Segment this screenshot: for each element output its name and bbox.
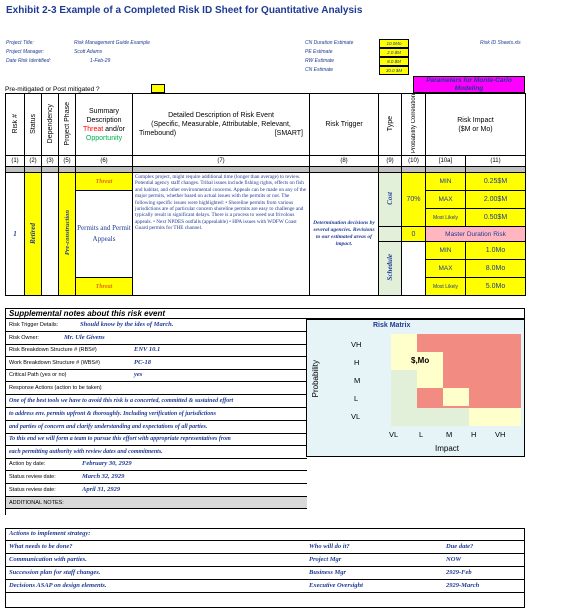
rw-value: 8.0 $M [379, 57, 409, 66]
col-trigger: Risk Trigger [310, 94, 379, 156]
additional-notes-label: ADDITIONAL NOTES: [9, 500, 64, 506]
col-due: Due date? [446, 543, 474, 550]
cost-ml-value[interactable]: 0.50$M [466, 209, 526, 227]
project-manager-value: Scott Adams [74, 49, 103, 55]
impl-row-2-what[interactable]: Succession plan for staff changes. [9, 569, 101, 576]
col-impact: Risk Impact ($M or Mo) [426, 94, 526, 156]
implementation-section [5, 528, 525, 608]
wbs-label: Work Breakdown Structure # (WBS#) [9, 360, 100, 366]
impl-row-1-who[interactable]: Project Mgr [309, 556, 342, 563]
cn-label: CN Estimate [305, 67, 334, 73]
supplemental-header-box [5, 308, 525, 319]
impl-row-2-due[interactable]: 2929-Feb [446, 569, 472, 576]
review2-label: Status review date: [9, 487, 56, 493]
review1-label: Status review date: [9, 474, 56, 480]
critical-path-value[interactable]: yes [134, 371, 143, 378]
date-identified-label: Date Risk Identified: [6, 58, 51, 64]
probability-cost[interactable]: 70% [402, 173, 426, 227]
impl-row-3-due[interactable]: 2929-March [446, 582, 480, 589]
impl-row-3-what[interactable]: Decisions ASAP on design elements. [9, 582, 107, 589]
owner-value[interactable]: Mr. Ule Givens [64, 334, 105, 341]
col-what: What needs to be done? [9, 543, 73, 550]
matrix-grid [391, 334, 521, 426]
threat-bottom[interactable]: Threat [76, 278, 133, 296]
y-tick-vh: VH [351, 340, 362, 349]
trigger-details-value[interactable]: Should know by the ides of March. [80, 321, 174, 328]
date-identified-value: 1-Feb-29 [90, 58, 111, 64]
phase-cell[interactable]: Pre-construction [59, 173, 76, 296]
file-name: Risk ID Sheets.xls [480, 40, 521, 46]
sch-min-label: MIN [426, 242, 466, 260]
cost-min-label: MIN [426, 173, 466, 191]
response-line-2: to address env. permits upfront & thoroughly. Including verification of jurisdictions [9, 411, 216, 417]
y-tick-vl: VL [351, 412, 361, 421]
y-tick-h: H [354, 358, 360, 367]
action-by-value[interactable]: February 30, 2929 [82, 460, 132, 467]
review1-value[interactable]: March 32, 2929 [82, 473, 125, 480]
sch-ml-label: Most Likely [426, 278, 466, 296]
page-title: Exhibit 2-3 Example of a Completed Risk ID Sheet for Quantitative Analysis [6, 5, 363, 16]
rw-label: RW Estimate [305, 58, 335, 64]
summary-cell: Permits and Permit Appeals [76, 191, 133, 278]
implementation-heading: Actions to implement strategy: [9, 530, 91, 537]
sch-ml-value[interactable]: 5.0Mo [466, 278, 526, 296]
x-tick-vh: VH [495, 430, 506, 439]
cost-max-label: MAX [426, 191, 466, 209]
response-line-4: To this end we will form a team to pursue this effort with appropriate representatives from [9, 436, 231, 442]
trigger-details-label: Risk Trigger Details: [9, 322, 59, 328]
cn-duration-value: 10.0Mo [379, 39, 409, 48]
project-manager-label: Project Manager: [6, 49, 45, 55]
cost-ml-label: Most Likely [426, 209, 466, 227]
project-title-label: Project Title: [6, 40, 34, 46]
col-probability: Probability Correlation [402, 94, 426, 156]
critical-path-label: Critical Path (yes or no) [9, 372, 67, 378]
status-cell[interactable]: Retired [25, 173, 42, 296]
trigger-cell: Determination decisions by several agencies. Revisions to our estimated areas of impact. [310, 173, 379, 296]
type-schedule[interactable]: Schedule [379, 242, 402, 296]
probability-blank [402, 242, 426, 296]
impl-row-1-due[interactable]: NOW [446, 556, 462, 563]
type-cost[interactable]: Cost [379, 173, 402, 227]
cn-value: 30.0 $M [379, 66, 409, 75]
project-title-value: Risk Management Guide Example [74, 40, 150, 46]
response-line-3: and parties of concern and clarify understanding and expectations of all parties. [9, 424, 208, 430]
y-tick-m: M [354, 376, 361, 385]
x-tick-h: H [471, 430, 477, 439]
col-number-row: (1) (2) (3) (5) (6) (7) (8) (9) (10) [10a] (11) [6, 156, 526, 167]
col-status: Status [25, 94, 42, 156]
master-duration[interactable]: Master Duration Risk [426, 227, 526, 242]
col-type: Type [379, 94, 402, 156]
probability-schedule[interactable]: 0 [402, 227, 426, 242]
pe-label: PE Estimate [305, 49, 333, 55]
wbs-value[interactable]: PC-18 [134, 359, 151, 366]
col-who: Who will do it? [309, 543, 350, 550]
additional-notes-bar [6, 497, 307, 508]
owner-label: Risk Owner: [9, 335, 39, 341]
y-tick-l: L [354, 394, 359, 403]
matrix-title: Risk Matrix [373, 322, 411, 329]
col-risk-num: Risk # [6, 94, 25, 156]
impl-row-2-who[interactable]: Business Mgr [309, 569, 347, 576]
matrix-marker: $,Mo [411, 356, 430, 365]
risk-table [5, 93, 526, 296]
pe-value: 2.0 $M [379, 48, 409, 57]
rbs-value[interactable]: ENV 10.1 [134, 346, 161, 353]
type-spacer [379, 227, 402, 242]
col-detail: Detailed Description of Risk Event (Specific, Measurable, Attributable, Relevant, Timebound) [SMART] [133, 94, 310, 156]
col-summary: Summary Description Threat and/or Opportunity [76, 94, 133, 156]
pre-post-input[interactable] [151, 84, 165, 93]
pre-post-label: Pre-mitigated or Post mitigated ? [5, 86, 100, 93]
x-tick-l: L [419, 430, 424, 439]
sch-max-label: MAX [426, 260, 466, 278]
col-dependency: Dependency [42, 94, 59, 156]
review2-value[interactable]: April 31, 2929 [82, 486, 121, 493]
risk-number: 1 [6, 173, 25, 296]
detail-description: Complex project, might require additional time (longer than average) to review. Potential agency staff changes. Tribal issues include fishing rights, effects on fish and habitat, and other environmental concerns. Appeals can be made on any of the major permits, whether based on actual issues with the permits or not. The following specific issues were highlighted: • Shoreline permits from various jurisdictions are of particular concern shoreline permits are easy to challenge and typically result in significant delays. There is a process to weed out frivolous appeals. • Next NPDES outfalls (appealable) • HPA issues with WDFW Coast Guard permits for THE channel. [133, 173, 310, 296]
x-tick-m: M [446, 430, 453, 439]
supplemental-heading: Supplemental notes about this risk event [9, 309, 166, 318]
rbs-label: Risk Breakdown Structure # (RBS#) [9, 347, 97, 353]
matrix-y-label: Probability [311, 360, 320, 398]
impl-row-3-who[interactable]: Executive Oversight [309, 582, 363, 589]
sch-max-value[interactable]: 8.0Mo [466, 260, 526, 278]
sch-min-value[interactable]: 1.0Mo [466, 242, 526, 260]
params-banner: Parameters for Monte-Carlo Modeling [413, 76, 525, 93]
risk-matrix [306, 319, 525, 457]
action-by-label: Action by date: [9, 461, 46, 467]
matrix-x-label: Impact [435, 444, 460, 453]
response-line-5: each permitting authority with review dates and commitments. [9, 449, 163, 455]
response-label: Response Actions (action to be taken) [9, 385, 102, 391]
col-phase: Project Phase [59, 94, 76, 156]
impl-row-1-what[interactable]: Communication with parties. [9, 556, 87, 563]
x-tick-vl: VL [389, 430, 399, 439]
cost-max-value[interactable]: 2.00$M [466, 191, 526, 209]
supplemental-left [5, 319, 307, 515]
cn-duration-label: CN Duration Estimate [305, 40, 354, 46]
response-line-1: One of the best tools we have to avoid this risk is a concerted, committed & sustained effort [9, 398, 234, 404]
dependency-cell[interactable] [42, 173, 59, 296]
cost-min-value[interactable]: 0.25$M [466, 173, 526, 191]
threat-top[interactable]: Threat [76, 173, 133, 191]
